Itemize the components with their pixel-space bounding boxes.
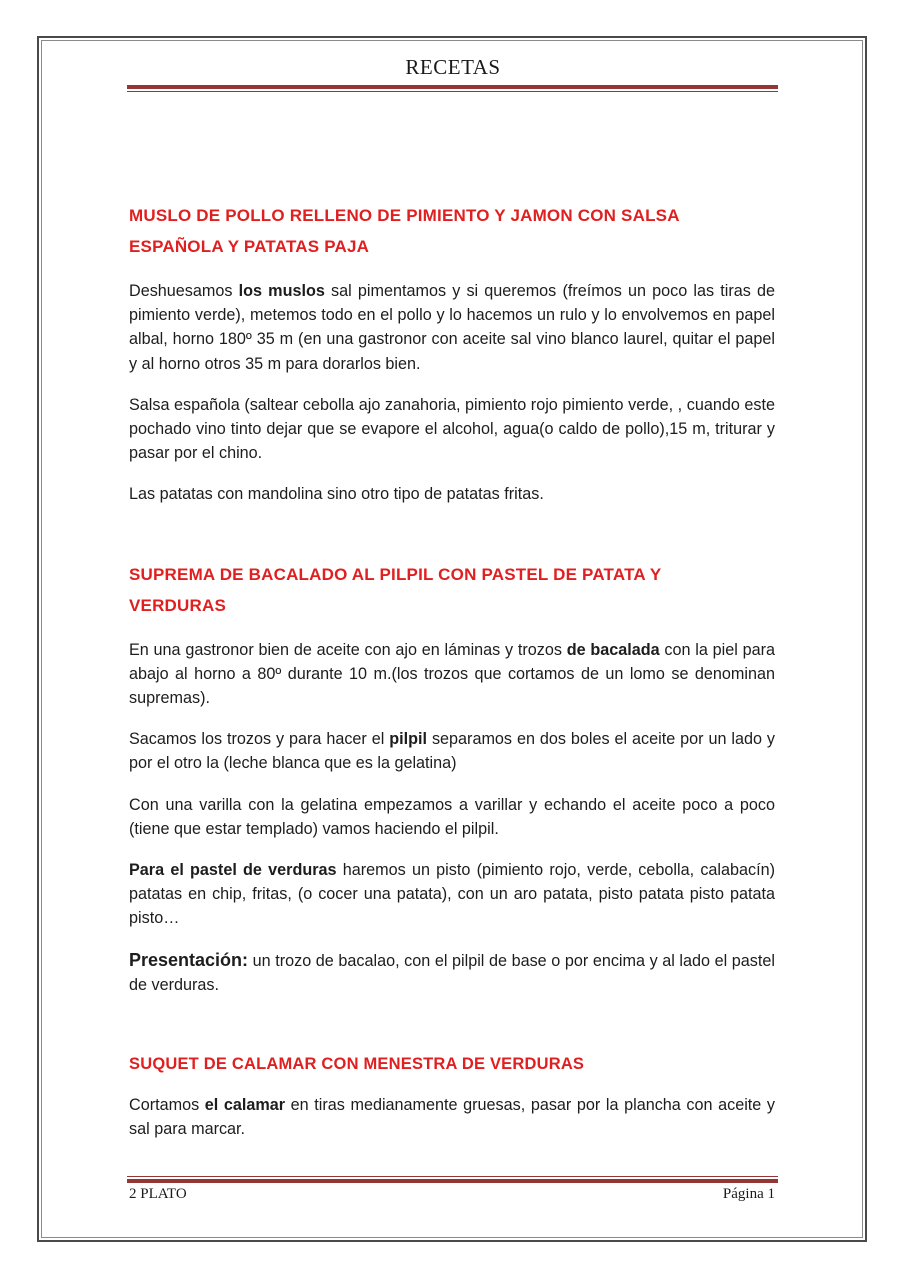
header-title: RECETAS [405, 55, 501, 79]
recipe-section-3 [129, 1049, 775, 1141]
heading-line: MUSLO DE POLLO RELLENO DE PIMIENTO Y JAMON CON SALSA [129, 206, 680, 225]
paragraph: Salsa española (saltear cebolla ajo zanahoria, pimiento rojo pimiento verde, , cuando este pochado vino tinto dejar que se evapore el alcohol, agua(o caldo de pollo),15 m, triturar y pasar por el chino. [129, 395, 775, 463]
paragraph: Deshuesamos los muslos sal pimentamos y si queremos (freímos un poco las tiras de pimiento verde), metemos todo en el pollo y lo hacemos un rulo y lo envolvemos en papel albal, horno 180º 35 m (en una gastronor con aceite sal vino blanco laurel, quitar el papel y al horno otros 35 m para dorarlos bien. [129, 282, 775, 373]
paragraph: Para el pastel de verduras haremos un pisto (pimiento rojo, verde, cebolla, calabacín) patatas en chip, fritas, (o cocer una patata), con un aro patata, pisto patata pisto patata pisto… [129, 861, 775, 928]
paragraph: Sacamos los trozos y para hacer el pilpil separamos en dos boles el aceite por un lado y por el otro la (leche blanca que es la gelatina) [129, 730, 775, 773]
recipe-section-1 [129, 200, 775, 507]
recipe-section-2 [129, 559, 775, 997]
heading-line: VERDURAS [129, 595, 227, 615]
footer-section-label: 2 PLATO [129, 1186, 187, 1202]
paragraph: Cortamos el calamar en tiras medianamente gruesas, pasar por la plancha con aceite y sal para marcar. [129, 1096, 775, 1139]
recipe-heading-1 [129, 200, 775, 262]
paragraph: Presentación: un trozo de bacalao, con el pilpil de base o por encima y al lado el pastel de verduras. [129, 949, 775, 994]
recipe-heading-3 [129, 1049, 775, 1080]
footer-page-number: Página 1 [722, 1186, 775, 1202]
footer-rule [127, 1176, 778, 1183]
heading-line: ESPAÑOLA Y PATATAS PAJA [129, 237, 370, 256]
header-rule [127, 85, 778, 92]
paragraph: En una gastronor bien de aceite con ajo en láminas y trozos de bacalada con la piel para abajo al horno a 80º durante 10 m.(los trozos que cortamos de un lomo se denominan supremas). [129, 640, 775, 708]
paragraph: Las patatas con mandolina sino otro tipo de patatas fritas. [129, 485, 544, 504]
heading-line: SUQUET DE CALAMAR CON MENESTRA DE VERDURAS [129, 1055, 585, 1074]
document-body [129, 200, 775, 1141]
paragraph: Con una varilla con la gelatina empezamos a varillar y echando el aceite poco a poco (tiene que estar templado) vamos haciendo el pilpil. [129, 795, 775, 838]
recipe-heading-2 [129, 559, 775, 621]
heading-line: SUPREMA DE BACALADO AL PILPIL CON PASTEL DE PATATA Y [129, 564, 662, 584]
